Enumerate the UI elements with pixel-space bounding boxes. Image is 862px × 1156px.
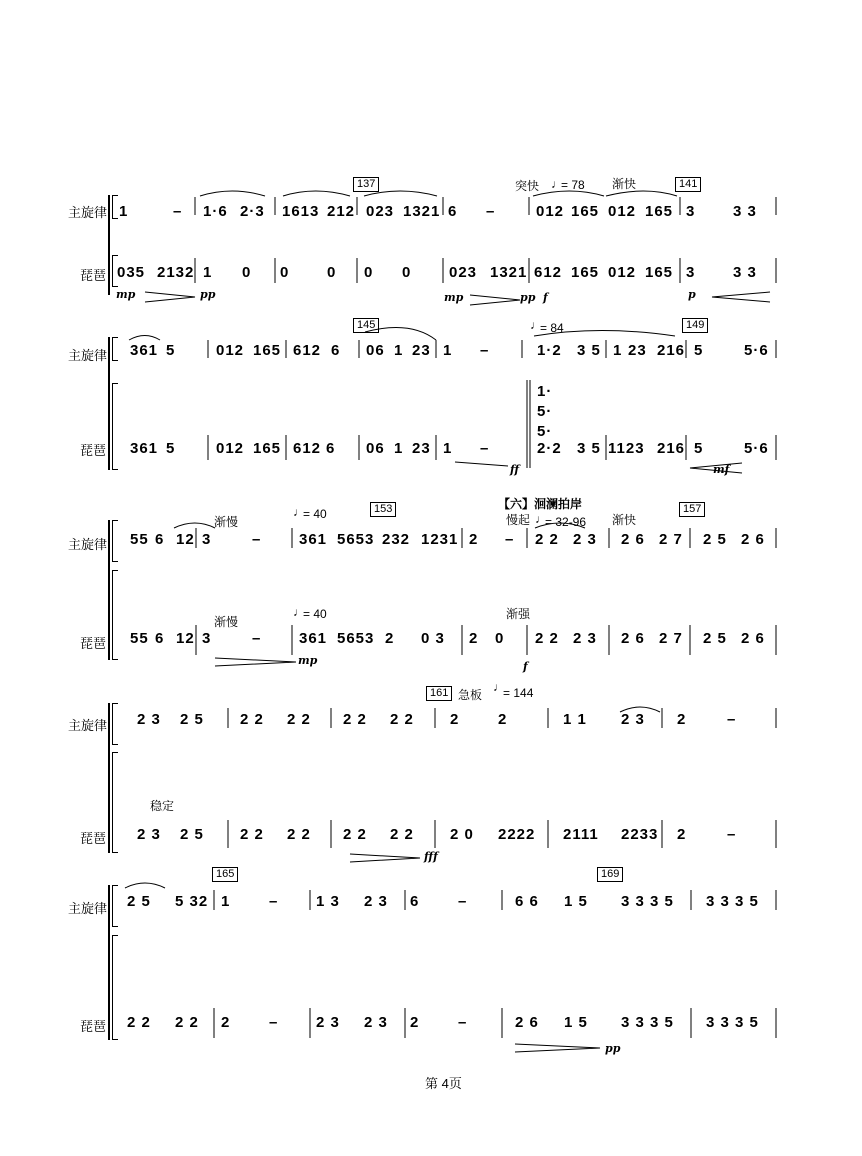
note: 612: [534, 264, 563, 281]
note: 23: [412, 342, 431, 359]
note: 2 3: [573, 630, 597, 647]
note: 5: [694, 342, 704, 359]
section-title: 【六】洄澜拍岸: [498, 497, 583, 511]
note: 1 3: [316, 893, 340, 910]
note: 2: [677, 826, 687, 843]
note: 2 6: [621, 531, 645, 548]
note: –: [252, 531, 262, 548]
note: 165: [253, 342, 282, 359]
note: 2: [450, 711, 460, 728]
note: 2: [469, 531, 479, 548]
note: –: [269, 893, 279, 910]
measure-number: 161: [426, 686, 452, 701]
note: 3 3: [733, 203, 757, 220]
note: 1 5: [564, 893, 588, 910]
note: 2 6: [741, 630, 765, 647]
note: 3 5: [577, 342, 601, 359]
note: 6: [326, 440, 336, 457]
note: 0: [495, 630, 505, 647]
note: 0: [364, 264, 374, 281]
part-label-melody: 主旋律: [68, 348, 108, 363]
note: 232: [382, 531, 411, 548]
annotation: 稳定: [150, 799, 175, 813]
note: 2: [677, 711, 687, 728]
dynamic: pp: [605, 1042, 621, 1055]
note: 023: [449, 264, 478, 281]
measure-number: 145: [353, 318, 379, 333]
note: 2: [385, 630, 395, 647]
note: 55: [130, 630, 149, 647]
part-label-melody: 主旋律: [68, 205, 108, 220]
tempo-text: 慢起: [506, 513, 531, 527]
note: 3 3 3 5: [706, 893, 759, 910]
note: 6: [155, 630, 165, 647]
note: 2 5: [703, 630, 727, 647]
note: 2 2: [240, 711, 264, 728]
note: 1321: [403, 203, 441, 220]
note: 3: [202, 630, 212, 647]
note: 1: [119, 203, 129, 220]
note: 1: [394, 342, 404, 359]
note: 2 2: [175, 1014, 199, 1031]
note: 0: [280, 264, 290, 281]
note: 6: [410, 893, 420, 910]
note: 2·3: [240, 203, 265, 220]
note: –: [727, 826, 737, 843]
dynamic: p: [688, 288, 696, 301]
note: 361: [299, 630, 328, 647]
note: 2 5: [180, 711, 204, 728]
metronome-mark: ♩: [530, 318, 542, 332]
note: 3 3 3 5: [621, 893, 674, 910]
note: 2: [469, 630, 479, 647]
note: 2 3: [573, 531, 597, 548]
note: 2 0: [450, 826, 474, 843]
note: 5: [166, 440, 176, 457]
note: 612: [293, 440, 322, 457]
dynamic: mp: [444, 291, 464, 304]
note: 2 2: [343, 711, 367, 728]
note: 0: [242, 264, 252, 281]
note: 2 2: [535, 531, 559, 548]
note: 23: [412, 440, 431, 457]
metronome-mark: ♩: [293, 605, 305, 619]
note: 6 6: [515, 893, 539, 910]
measure-number: 153: [370, 502, 396, 517]
note: 012: [608, 203, 637, 220]
note: 1: [443, 440, 453, 457]
note: 55: [130, 531, 149, 548]
measure-number: 149: [682, 318, 708, 333]
tempo-text: 渐快: [612, 513, 637, 527]
note: 2 2: [390, 711, 414, 728]
note: –: [486, 203, 496, 220]
note: 1 1: [563, 711, 587, 728]
dynamic: mp: [116, 288, 136, 301]
note: 2: [410, 1014, 420, 1031]
dynamic: fff: [424, 850, 438, 863]
part-label-melody: 主旋律: [68, 537, 108, 552]
note: 2 3: [364, 893, 388, 910]
tempo-text: 渐慢: [214, 615, 239, 629]
note: 2 3: [137, 711, 161, 728]
note: 3 3: [733, 264, 757, 281]
tempo-text: 渐快: [612, 177, 637, 191]
note: –: [480, 440, 490, 457]
note: 0 3: [421, 630, 445, 647]
note: 2: [498, 711, 508, 728]
note: 361: [299, 531, 328, 548]
note: –: [173, 203, 183, 220]
measure-number: 157: [679, 502, 705, 517]
note: –: [480, 342, 490, 359]
part-label-pipa: 琵琶: [80, 1019, 107, 1034]
note: 6: [448, 203, 458, 220]
note: 2 3: [364, 1014, 388, 1031]
tempo-mm: = 40: [303, 507, 327, 521]
note: 2222: [498, 826, 536, 843]
dynamic: f: [543, 291, 548, 304]
note: 1: [394, 440, 404, 457]
note: 3 3 3 5: [706, 1014, 759, 1031]
note: 2 5: [703, 531, 727, 548]
note: 165: [645, 203, 674, 220]
tempo-mm: = 144: [503, 686, 534, 700]
note: 1: [221, 893, 231, 910]
note: 1123: [608, 440, 645, 457]
tempo-text: 急板: [458, 688, 483, 702]
part-label-pipa: 琵琶: [80, 268, 107, 283]
note: 2 2: [287, 711, 311, 728]
note: 2 5: [180, 826, 204, 843]
dynamic: ff: [510, 463, 520, 476]
metronome-mark: ♩: [535, 512, 547, 526]
note: 23: [628, 342, 647, 359]
note: 06: [366, 342, 385, 359]
note: 5·6: [744, 440, 769, 457]
note: –: [505, 531, 515, 548]
note: –: [458, 1014, 468, 1031]
note: 2 2: [127, 1014, 151, 1031]
note: 2 3: [316, 1014, 340, 1031]
metronome-mark: ♩: [293, 505, 305, 519]
note: –: [252, 630, 262, 647]
note: 3 5: [577, 440, 601, 457]
note: –: [458, 893, 468, 910]
note: –: [727, 711, 737, 728]
note: 165: [253, 440, 282, 457]
note: 012: [216, 440, 245, 457]
note: 0: [327, 264, 337, 281]
note: 216: [657, 440, 686, 457]
note: 0: [402, 264, 412, 281]
chord-note: 5·: [537, 403, 553, 420]
note: 2 7: [659, 630, 683, 647]
note: 12: [176, 630, 195, 647]
note: 2132: [157, 264, 195, 281]
dynamic: pp: [520, 291, 536, 304]
note: 2 2: [535, 630, 559, 647]
note: 012: [536, 203, 565, 220]
part-label-melody: 主旋律: [68, 718, 108, 733]
note: 2: [221, 1014, 231, 1031]
measure-number: 165: [212, 867, 238, 882]
part-label-pipa: 琵琶: [80, 831, 107, 846]
note: 5: [694, 440, 704, 457]
note: 2 3: [137, 826, 161, 843]
note: –: [269, 1014, 279, 1031]
dynamic: pp: [200, 288, 216, 301]
tempo-mm: = 84: [540, 321, 564, 335]
dynamic: mp: [298, 654, 318, 667]
note: 023: [366, 203, 395, 220]
note: 6: [331, 342, 341, 359]
note: 165: [571, 264, 600, 281]
dynamic: f: [523, 660, 528, 673]
note: 1 5: [564, 1014, 588, 1031]
note: 1613: [282, 203, 320, 220]
note: 035: [117, 264, 146, 281]
note: 3: [686, 203, 696, 220]
tempo-text: 渐强: [506, 607, 531, 621]
chord-note: 5·: [537, 423, 553, 440]
metronome-mark: ♩: [551, 177, 563, 191]
measure-number: 169: [597, 867, 623, 882]
note: 2 2: [343, 826, 367, 843]
tempo-mm: = 32-96: [545, 515, 587, 529]
tempo-mm: = 78: [561, 178, 585, 192]
part-label-melody: 主旋律: [68, 901, 108, 916]
note: 2 5: [127, 893, 151, 910]
note: 2 6: [741, 531, 765, 548]
note: 361: [130, 342, 159, 359]
note: 3: [202, 531, 212, 548]
note: 2111: [563, 826, 599, 843]
note: 2 2: [287, 826, 311, 843]
tempo-text: 突快: [515, 179, 540, 193]
page-number: 第 4页: [425, 1076, 462, 1091]
note: 212: [327, 203, 356, 220]
note: 2 3: [621, 711, 645, 728]
part-label-pipa: 琵琶: [80, 443, 107, 458]
note: 2 6: [621, 630, 645, 647]
note: 5653: [337, 630, 375, 647]
tempo-text: 渐慢: [214, 515, 239, 529]
part-label-pipa: 琵琶: [80, 636, 107, 651]
metronome-mark: ♩: [493, 680, 505, 694]
note: 012: [608, 264, 637, 281]
note: 1·6: [203, 203, 228, 220]
note: 012: [216, 342, 245, 359]
note: 6: [155, 531, 165, 548]
measure-number: 137: [353, 177, 379, 192]
note: 1: [613, 342, 623, 359]
note: 165: [645, 264, 674, 281]
note: 2·2: [537, 440, 562, 457]
note: 12: [176, 531, 195, 548]
note: 2 7: [659, 531, 683, 548]
note: 5: [166, 342, 176, 359]
note: 3 3 3 5: [621, 1014, 674, 1031]
note: 216: [657, 342, 686, 359]
note: 1321: [490, 264, 528, 281]
note: 1: [203, 264, 213, 281]
dynamic: mf: [713, 463, 730, 476]
note: 1231: [421, 531, 459, 548]
chord-note: 1·: [537, 383, 553, 400]
note: 5·6: [744, 342, 769, 359]
note: 2 6: [515, 1014, 539, 1031]
note: 5 32: [175, 893, 209, 910]
note: 2233: [621, 826, 659, 843]
tempo-mm: = 40: [303, 607, 327, 621]
note: 612: [293, 342, 322, 359]
note: 165: [571, 203, 600, 220]
note: 2 2: [240, 826, 264, 843]
note: 3: [686, 264, 696, 281]
note: 1: [443, 342, 453, 359]
note: 5653: [337, 531, 375, 548]
measure-number: 141: [675, 177, 701, 192]
note: 2 2: [390, 826, 414, 843]
note: 1·2: [537, 342, 562, 359]
note: 361: [130, 440, 159, 457]
note: 06: [366, 440, 385, 457]
